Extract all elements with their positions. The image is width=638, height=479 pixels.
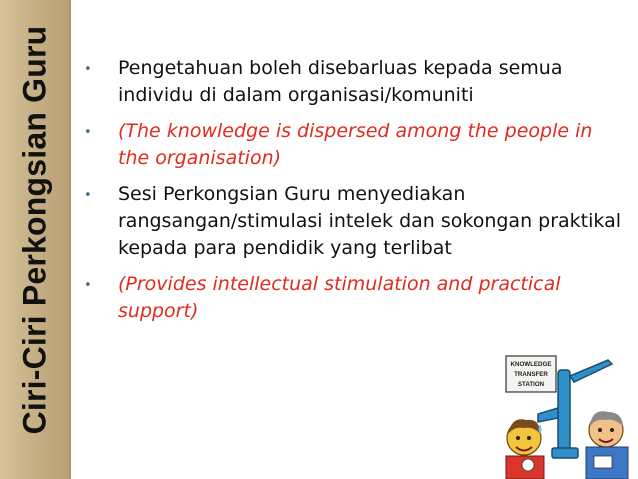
bullet-icon: • — [84, 62, 92, 77]
pump-base — [552, 448, 578, 458]
slide-title: Ciri-Ciri Perkongsian Guru — [16, 25, 53, 435]
bullet-icon: • — [84, 278, 92, 293]
new-pm-badge — [522, 459, 534, 471]
pm-mentor-figure — [586, 411, 628, 479]
bullet-text: (Provides intellectual stimulation and practical support) — [118, 273, 561, 322]
title-bar-edge — [69, 0, 71, 479]
bullet-icon: • — [84, 125, 92, 140]
sign-line-2: TRANSFER — [514, 371, 548, 378]
bullet-item — [82, 181, 622, 262]
new-pm-figure — [506, 419, 544, 479]
bullet-text: Pengetahuan boleh disebarluas kepada semua individu di dalam organisasi/komuniti — [118, 57, 563, 106]
sign-line-3: STATION — [517, 381, 545, 388]
bullet-item — [82, 55, 622, 109]
pump-column — [558, 370, 570, 452]
title-bar — [0, 0, 71, 479]
bullet-text: Sesi Perkongsian Guru menyediakan rangsangan/stimulasi intelek dan sokongan praktikal kepada para pendidik yang terlibat — [118, 183, 621, 259]
bullet-list — [82, 55, 622, 334]
pump-spout — [538, 408, 558, 422]
bullet-item-translation — [82, 271, 622, 325]
bullet-icon: • — [84, 188, 92, 203]
sign-line-1: KNOWLEDGE — [510, 361, 552, 368]
knowledge-transfer-illustration — [496, 350, 638, 479]
pm-mentor-badge — [594, 456, 612, 468]
station-sign — [506, 356, 556, 392]
pump-handle — [570, 360, 612, 382]
bullet-text: (The knowledge is dispersed among the people in the organisation) — [118, 120, 593, 169]
bullet-item-translation — [82, 118, 622, 172]
